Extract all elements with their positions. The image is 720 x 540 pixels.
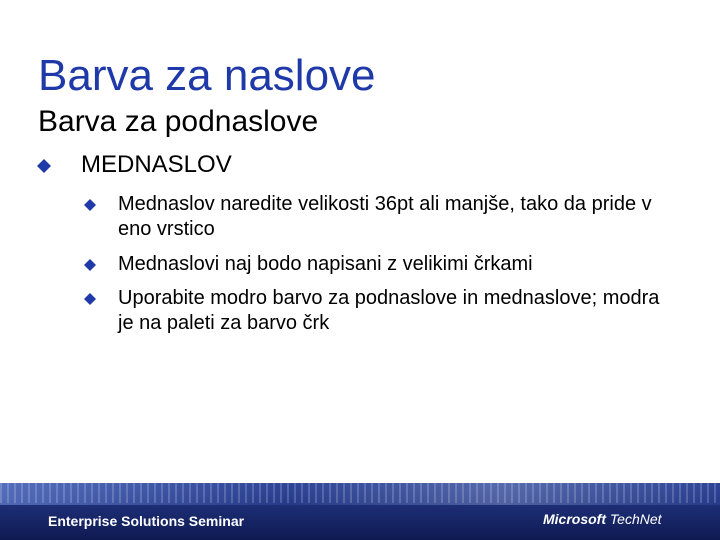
sub-bullet-text: Mednaslovi naj bodo napisani z velikimi črkami	[118, 253, 533, 275]
diamond-bullet-icon	[84, 259, 96, 271]
diamond-bullet-icon	[84, 199, 96, 211]
footer-banner	[0, 483, 720, 540]
footer-stripes	[0, 483, 720, 503]
slide-subtitle: Barva za podnaslove	[38, 105, 319, 138]
brand-name: Microsoft	[543, 511, 606, 527]
section-heading: MEDNASLOV	[81, 151, 232, 178]
footer-logo	[543, 510, 662, 528]
slide-title: Barva za naslove	[38, 51, 376, 100]
diamond-bullet-icon	[37, 159, 51, 173]
diamond-bullet-icon	[84, 293, 96, 305]
event-name: Enterprise Solutions Seminar	[48, 513, 245, 529]
sub-bullet-text: Mednaslov naredite velikosti 36pt ali manjše, tako da pride v eno vrstico	[118, 193, 652, 240]
product-name: TechNet	[609, 511, 662, 527]
sub-bullet-text: Uporabite modro barvo za podnaslove in mednaslove; modra je na paleti za barvo črk	[118, 287, 660, 334]
